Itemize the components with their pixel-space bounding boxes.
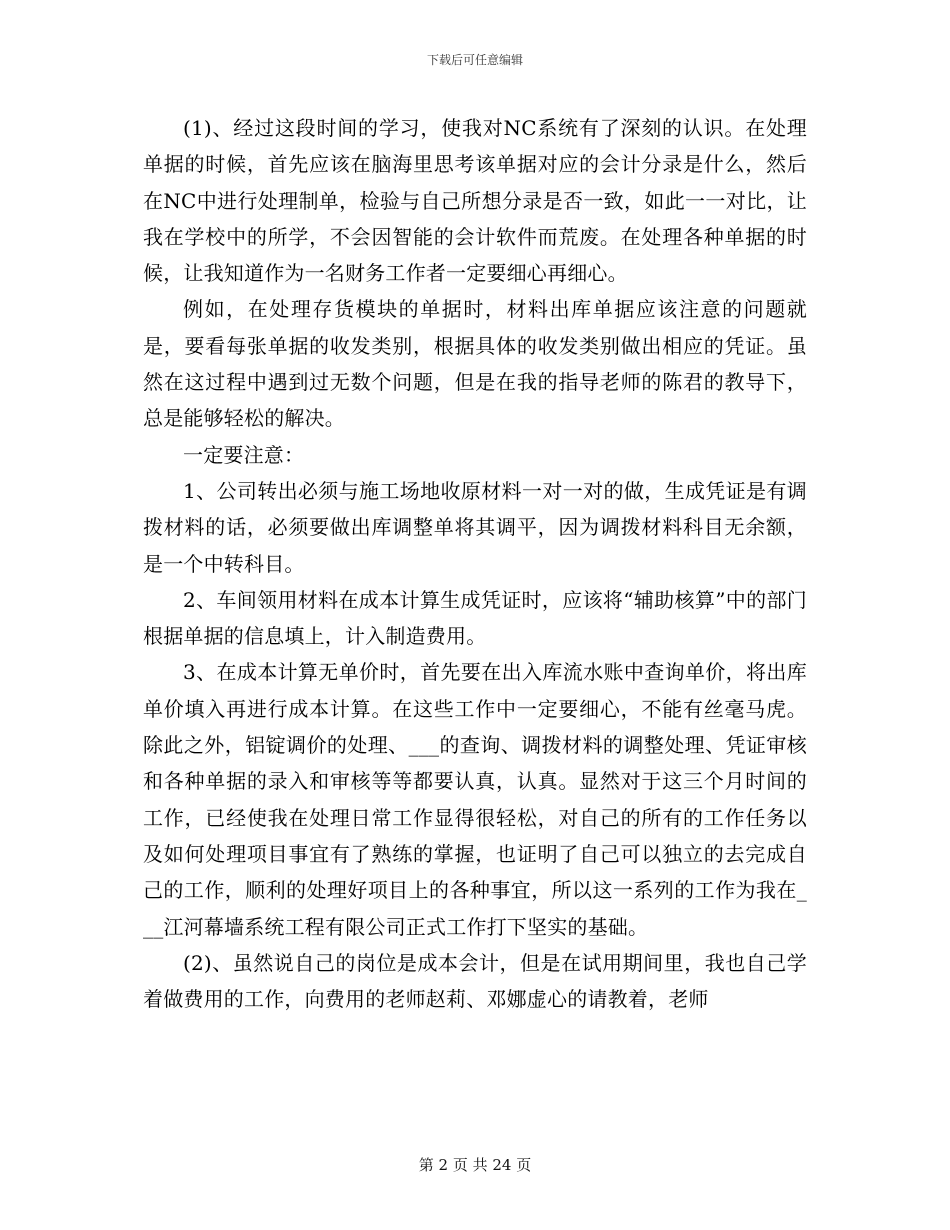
paragraph-3: 一定要注意： xyxy=(183,442,305,467)
page-header-note: 下载后可任意编辑 xyxy=(426,53,523,67)
paragraph-1: (1)、经过这段时间的学习，使我对NC系统有了深刻的认识。在处理单据的时候，首先应该在脑海里思考该单据对应的会计分录是什么，然后在NC中进行处理制单，检验与自己所想分录是否一致，如此一一对比，让我在学校中的所学，不会因智能的会计软件而荒废。在处理各种单据的时候，让我知道作为一名财务工作者一定要细心再细心。 xyxy=(143,116,807,286)
page-number: 第 2 页 共 24 页 xyxy=(418,1156,532,1174)
paragraph-4: 1、公司转出必须与施工场地收原材料一对一对的做，生成凭证是有调拨材料的话，必须要做出库调整单将其调平，因为调拨材料科目无余额，是一个中转科目。 xyxy=(143,478,807,576)
document-body xyxy=(143,110,807,1017)
paragraph-2: 例如，在处理存货模块的单据时，材料出库单据应该注意的问题就是，要看每张单据的收发类别，根据具体的收发类别做出相应的凭证。虽然在这过程中遇到过无数个问题，但是在我的指导老师的陈君的教导下，总是能够轻松的解决。 xyxy=(143,297,807,431)
paragraph-6: 3、在成本计算无单价时，首先要在出入库流水账中查询单价，将出库单价填入再进行成本计算。在这些工作中一定要细心，不能有丝毫马虎。除此之外，铝锭调价的处理、___的查询、调拨材料的调整处理、凭证审核和各种单据的录入和审核等等都要认真，认真。显然对于这三个月时间的工作，已经使我在处理日常工作显得很轻松，对自己的所有的工作任务以及如何处理项目事宜有了熟练的掌握，也证明了自己可以独立的去完成自己的工作，顺利的处理好项目上的各种事宜，所以这一系列的工作为我在___江河幕墙系统工程有限公司正式工作打下坚实的基础。 xyxy=(143,660,807,939)
paragraph-5: 2、车间领用材料在成本计算生成凭证时，应该将“辅助核算”中的部门根据单据的信息填上，计入制造费用。 xyxy=(143,587,807,649)
paragraph-7: (2)、虽然说自己的岗位是成本会计，但是在试用期间里，我也自己学着做费用的工作，向费用的老师赵莉、邓娜虚心的请教着，老师 xyxy=(143,950,807,1012)
